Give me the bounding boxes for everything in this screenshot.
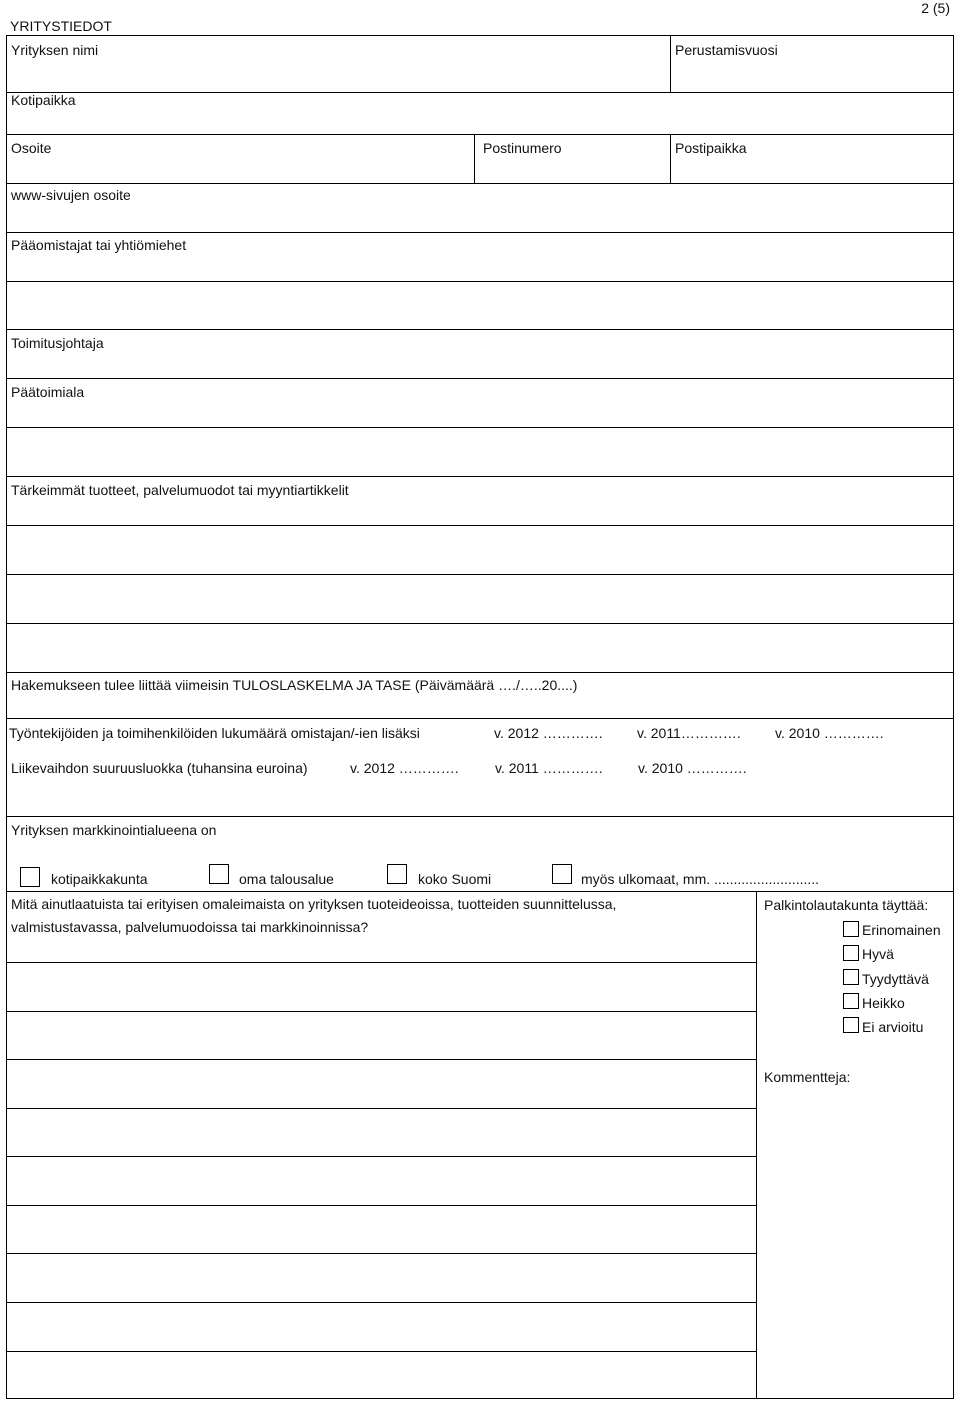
option-abroad: myös ulkomaat, mm. ........................... xyxy=(581,871,820,887)
rating-good: Hyvä xyxy=(862,946,894,962)
attachment-note: Hakemukseen tulee liittää viimeisin TULOSLASKELMA JA TASE (Päivämäärä …./…..20....) xyxy=(11,677,578,693)
divider xyxy=(756,891,757,1398)
divider xyxy=(7,1205,756,1206)
option-local: kotipaikkakunta xyxy=(51,871,148,887)
postal-code-label: Postinumero xyxy=(483,140,562,156)
employees-2010[interactable]: v. 2010 …………. xyxy=(775,725,884,741)
checkbox-satisfactory[interactable] xyxy=(843,969,859,985)
checkbox-excellent[interactable] xyxy=(843,921,859,937)
company-info-form xyxy=(6,35,954,1399)
ceo-label: Toimitusjohtaja xyxy=(11,335,104,351)
rating-excellent: Erinomainen xyxy=(862,922,941,938)
checkbox-region[interactable] xyxy=(209,864,229,884)
divider xyxy=(7,623,953,624)
turnover-2010[interactable]: v. 2010 …………. xyxy=(638,760,747,776)
divider xyxy=(7,1253,756,1254)
option-finland: koko Suomi xyxy=(418,871,492,887)
rating-weak: Heikko xyxy=(862,995,905,1011)
turnover-2012[interactable]: v. 2012 …………. xyxy=(350,760,459,776)
divider xyxy=(7,1351,756,1352)
divider xyxy=(670,36,671,92)
checkbox-good[interactable] xyxy=(843,945,859,961)
divider xyxy=(7,183,953,184)
rating-satisfactory: Tyydyttävä xyxy=(862,971,929,987)
option-region: oma talousalue xyxy=(239,871,334,887)
divider xyxy=(7,427,953,428)
employees-2012[interactable]: v. 2012 …………. xyxy=(494,725,603,741)
address-label: Osoite xyxy=(11,140,52,156)
owners-label: Pääomistajat tai yhtiömiehet xyxy=(11,237,187,253)
employees-2011[interactable]: v. 2011…………. xyxy=(637,725,741,741)
rating-not-rated: Ei arvioitu xyxy=(862,1019,924,1035)
main-industry-label: Päätoimiala xyxy=(11,384,85,400)
employees-label: Työntekijöiden ja toimihenkilöiden lukumäärä omistajan/-ien lisäksi xyxy=(9,725,420,741)
divider xyxy=(7,1156,756,1157)
divider xyxy=(7,329,953,330)
market-area-label: Yrityksen markkinointialueena on xyxy=(11,822,217,838)
checkbox-finland[interactable] xyxy=(387,864,407,884)
comments-label: Kommentteja: xyxy=(764,1069,851,1085)
divider xyxy=(670,134,671,183)
checkbox-abroad[interactable] xyxy=(552,864,572,884)
divider xyxy=(7,134,953,135)
divider xyxy=(474,134,475,183)
divider xyxy=(7,574,953,575)
divider xyxy=(7,1302,756,1303)
divider xyxy=(7,281,953,282)
website-label: www-sivujen osoite xyxy=(11,187,131,203)
divider xyxy=(7,1108,756,1109)
divider xyxy=(7,92,953,93)
section-title: YRITYSTIEDOT xyxy=(10,18,112,34)
divider xyxy=(7,962,756,963)
divider xyxy=(7,891,953,892)
main-products-label: Tärkeimmät tuotteet, palvelumuodot tai myyntiartikkelit xyxy=(11,482,349,498)
divider xyxy=(7,378,953,379)
uniqueness-question-line2: valmistustavassa, palvelumuodoissa tai markkinoinnissa? xyxy=(11,919,369,935)
postal-town-label: Postipaikka xyxy=(675,140,747,156)
divider xyxy=(7,672,953,673)
divider xyxy=(7,232,953,233)
page-number: 2 (5) xyxy=(921,0,950,16)
checkbox-weak[interactable] xyxy=(843,993,859,1009)
checkbox-local[interactable] xyxy=(20,867,40,887)
turnover-label: Liikevaihdon suuruusluokka (tuhansina euroina) xyxy=(11,760,308,776)
divider xyxy=(7,476,953,477)
divider xyxy=(7,1011,756,1012)
checkbox-not-rated[interactable] xyxy=(843,1017,859,1033)
jury-title: Palkintolautakunta täyttää: xyxy=(764,897,929,913)
domicile-label: Kotipaikka xyxy=(11,92,76,108)
divider xyxy=(7,816,953,817)
uniqueness-question-line1: Mitä ainutlaatuista tai erityisen omaleimaista on yrityksen tuoteideoissa, tuotteiden suunnittelussa, xyxy=(11,896,617,912)
divider xyxy=(7,1059,756,1060)
divider xyxy=(7,718,953,719)
turnover-2011[interactable]: v. 2011 …………. xyxy=(495,760,603,776)
divider xyxy=(7,525,953,526)
company-name-label: Yrityksen nimi xyxy=(11,42,99,58)
founding-year-label: Perustamisvuosi xyxy=(675,42,778,58)
